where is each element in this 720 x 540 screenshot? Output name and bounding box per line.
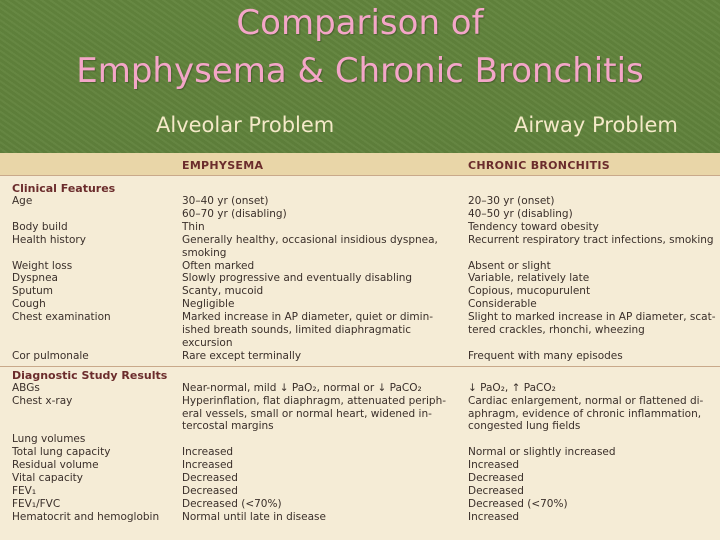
bronchitis-cell: ↓ PaO₂, ↑ PaCO₂ [468, 381, 556, 394]
emphysema-cell: Near-normal, mild ↓ PaO₂, normal or ↓ PaCO₂ [182, 381, 422, 394]
bronchitis-cell: aphragm, evidence of chronic inflammation, [468, 407, 702, 420]
bronchitis-cell: Decreased (<70%) [468, 497, 568, 510]
row-label: Chest examination [12, 311, 111, 324]
row-label: ABGs [12, 381, 40, 394]
row-label: FEV₁ [12, 484, 37, 497]
emphysema-cell: Scanty, mucoid [182, 285, 264, 298]
row-label: Cor pulmonale [12, 349, 89, 362]
bronchitis-cell: Copious, mucopurulent [468, 285, 591, 298]
bronchitis-cell: Decreased [468, 484, 524, 497]
bronchitis-cell: Variable, relatively late [468, 272, 590, 285]
bronchitis-cell: Frequent with many episodes [468, 349, 623, 362]
bronchitis-cell: Cardiac enlargement, normal or flattened di- [468, 394, 704, 407]
row-label: Body build [12, 220, 68, 233]
bronchitis-cell: Increased [468, 510, 520, 523]
emphysema-cell: Thin [182, 220, 205, 233]
row-label: Age [12, 195, 33, 207]
emphysema-cell: 60–70 yr (disabling) [182, 207, 287, 220]
row-label: Dyspnea [12, 272, 58, 285]
emphysema-cell: Slowly progressive and eventually disabling [182, 272, 413, 285]
emphysema-cell: Increased [182, 459, 234, 472]
subtitle-alveolar: Alveolar Problem [156, 113, 335, 137]
section-clinical-features: Clinical Features [12, 182, 116, 195]
emphysema-cell: Decreased [182, 472, 238, 484]
emphysema-cell: Decreased [182, 484, 238, 497]
section-rule [0, 366, 720, 367]
bronchitis-cell: tered crackles, rhonchi, wheezing [468, 324, 645, 336]
section-diagnostic-results: Diagnostic Study Results [12, 368, 168, 382]
slide-title-line-2: Emphysema & Chronic Bronchitis [76, 51, 644, 91]
bronchitis-cell: Decreased [468, 472, 524, 484]
bronchitis-cell: Normal or slightly increased [468, 446, 616, 459]
bronchitis-cell: Increased [468, 459, 520, 472]
bronchitis-cell: 40–50 yr (disabling) [468, 207, 573, 220]
subtitle-airway: Airway Problem [514, 113, 678, 137]
row-label: Vital capacity [12, 472, 84, 484]
bronchitis-cell: Absent or slight [468, 259, 551, 272]
column-header-emphysema: EMPHYSEMA [182, 159, 264, 172]
row-label: Residual volume [12, 459, 99, 472]
emphysema-cell: tercostal margins [182, 420, 274, 433]
row-label: Weight loss [12, 259, 73, 272]
row-label: Chest x-ray [12, 394, 73, 407]
emphysema-cell: ished breath sounds, limited diaphragmatic [182, 324, 412, 336]
emphysema-cell: Increased [182, 446, 234, 459]
bronchitis-cell: 20–30 yr (onset) [468, 195, 555, 207]
row-label: Sputum [12, 285, 53, 298]
emphysema-cell: Hyperinflation, flat diaphragm, attenuated periph- [182, 394, 447, 407]
slide-title-line-1: Comparison of [236, 3, 484, 43]
emphysema-cell: 30–40 yr (onset) [182, 195, 269, 207]
emphysema-cell: eral vessels, small or normal heart, widened in- [182, 407, 432, 420]
column-header-chronic-bronchitis: CHRONIC BRONCHITIS [468, 159, 611, 172]
row-label: FEV₁/FVC [12, 497, 61, 510]
row-label: Total lung capacity [12, 446, 111, 459]
row-label: Hematocrit and hemoglobin [12, 510, 160, 523]
comparison-table [0, 153, 720, 540]
header-rule [0, 175, 720, 176]
emphysema-cell: Negligible [182, 298, 235, 311]
emphysema-cell: Generally healthy, occasional insidious dyspnea, [182, 233, 438, 246]
table-header-bar [0, 153, 720, 175]
emphysema-cell: Often marked [182, 259, 255, 272]
emphysema-cell: excursion [182, 336, 233, 349]
bronchitis-cell: Tendency toward obesity [468, 220, 599, 233]
bronchitis-cell: congested lung fields [468, 420, 581, 433]
row-label: Lung volumes [12, 433, 86, 446]
emphysema-cell: Rare except terminally [182, 349, 302, 362]
bronchitis-cell: Recurrent respiratory tract infections, smoking [468, 233, 714, 246]
bronchitis-cell: Slight to marked increase in AP diameter, scat- [468, 311, 716, 324]
emphysema-cell: Marked increase in AP diameter, quiet or dimin- [182, 311, 434, 324]
emphysema-cell: smoking [182, 246, 227, 259]
bronchitis-cell: Considerable [468, 298, 537, 311]
row-label: Cough [12, 298, 46, 311]
row-label: Health history [12, 233, 86, 246]
emphysema-cell: Decreased (<70%) [182, 497, 282, 510]
emphysema-cell: Normal until late in disease [182, 510, 326, 523]
